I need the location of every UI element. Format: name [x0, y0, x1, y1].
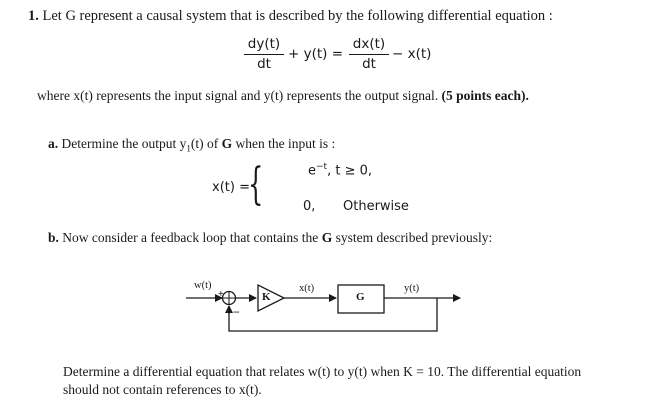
part-b-text-before: Now consider a feedback loop that contains the: [62, 230, 319, 245]
mid-signal-label: x(t): [299, 283, 315, 294]
case-1-expr: e: [308, 163, 316, 179]
piecewise-lhs: x(t) =: [212, 180, 250, 195]
fraction-numerator: dy(t): [247, 36, 281, 52]
feedback-path: [229, 298, 437, 331]
part-a-bold-g: G: [221, 136, 233, 151]
part-b-bold-g: G: [321, 230, 333, 245]
piecewise-case-2-condition: Otherwise: [343, 199, 409, 214]
part-b-label: b.: [48, 230, 59, 245]
equation-lhs-rest: + y(t) =: [288, 46, 344, 62]
points-text: (5 points each).: [441, 88, 529, 103]
plus-sign: +: [218, 289, 224, 300]
problem-number: 1.: [28, 8, 39, 24]
left-brace-icon: {: [248, 159, 264, 210]
final-instruction-line-2: should not contain references to x(t).: [63, 382, 262, 397]
case-1-condition: , t ≥ 0,: [327, 163, 373, 179]
case-1-exponent: −t: [316, 162, 328, 172]
output-label: y(t): [404, 283, 420, 294]
part-a-text-mid: (t) of: [190, 136, 219, 151]
fraction-denominator: dt: [257, 56, 271, 72]
where-text: where x(t) represents the input signal and y(t) represents the output signal.: [37, 88, 439, 103]
part-a-label: a.: [48, 136, 59, 151]
part-a-text-before: Determine the output y: [61, 136, 187, 151]
equation-rhs-rest: − x(t): [392, 46, 432, 62]
fraction-denominator: dt: [362, 56, 376, 72]
fraction-numerator: dx(t): [352, 36, 386, 52]
part-a-text-after: when the input is :: [235, 136, 336, 151]
system-g-label: G: [356, 291, 365, 303]
part-b-text-after: system described previously:: [335, 230, 493, 245]
problem-intro-text: Let G represent a causal system that is described by the following differential equation :: [42, 8, 553, 24]
piecewise-case-2-value: 0,: [303, 199, 316, 214]
input-label: w(t): [194, 280, 212, 291]
gain-label: K: [262, 291, 271, 303]
part-a-subscript: 1: [186, 143, 191, 154]
minus-sign: −: [233, 305, 240, 319]
final-instruction-line-1: Determine a differential equation that relates w(t) to y(t) when K = 10. The differential equation: [63, 364, 582, 379]
